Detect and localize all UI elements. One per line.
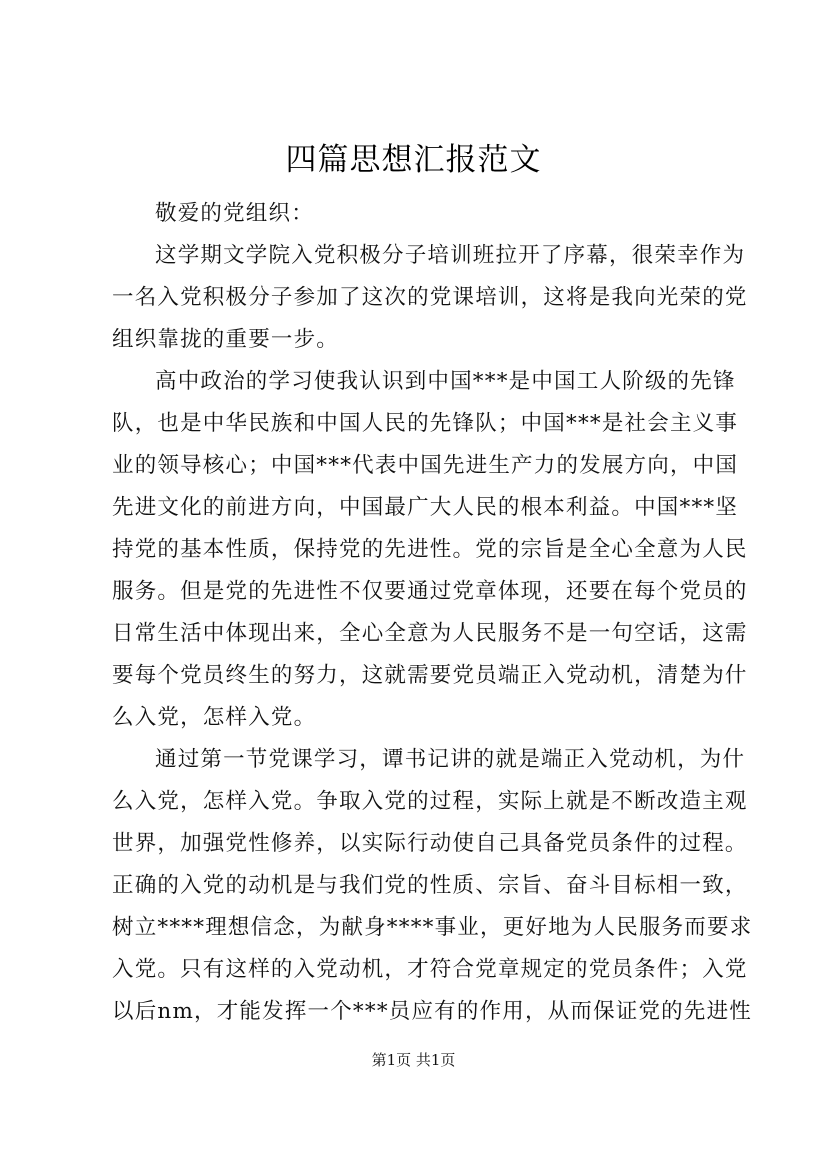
paragraph-line: 一名入党积极分子参加了这次的党课培训，这将是我向光荣的党 — [112, 285, 748, 310]
paragraph-line: 入党。只有这样的入党动机，才符合党章规定的党员条件；入党 — [112, 957, 748, 982]
document-title: 四篇思想汇报范文 — [285, 142, 542, 178]
paragraph-line: 通过第一节党课学习，谭书记讲的就是端正入党动机，为什 — [155, 747, 746, 772]
paragraph-line: 业的领导核心；中国***代表中国先进生产力的发展方向，中国 — [112, 453, 739, 478]
paragraph-line: 日常生活中体现出来，全心全意为人民服务不是一句空话，这需 — [112, 621, 748, 646]
paragraph-line: 么入党，怎样入党。 — [112, 705, 317, 730]
paragraph-line: 队，也是中华民族和中国人民的先锋队；中国***是社会主义事 — [112, 411, 739, 436]
page-footer: 第1页 共1页 — [371, 1051, 456, 1069]
paragraph-line: 持党的基本性质，保持党的先进性。党的宗旨是全心全意为人民 — [112, 537, 748, 562]
paragraph-line: 要每个党员终生的努力，这就需要党员端正入党动机，清楚为什 — [112, 663, 748, 688]
paragraph-line: 组织靠拢的重要一步。 — [112, 327, 340, 352]
paragraph-line: 世界，加强党性修养，以实际行动使自己具备党员条件的过程。 — [112, 831, 748, 856]
paragraph-line: 以后nm，才能发挥一个***员应有的作用，从而保证党的先进性 — [112, 999, 752, 1024]
paragraph-line: 正确的入党的动机是与我们党的性质、宗旨、奋斗目标相一致， — [112, 873, 748, 898]
paragraph-line: 树立****理想信念，为献身****事业，更好地为人民服务而要求 — [112, 915, 753, 940]
paragraph-line: 先进文化的前进方向，中国最广大人民的根本利益。中国***坚 — [112, 495, 739, 520]
greeting-line: 敬爱的党组织： — [155, 201, 314, 226]
paragraph-line: 服务。但是党的先进性不仅要通过党章体现，还要在每个党员的 — [112, 579, 748, 604]
paragraph-line: 这学期文学院入党积极分子培训班拉开了序幕，很荣幸作为 — [155, 243, 746, 268]
paragraph-line: 高中政治的学习使我认识到中国***是中国工人阶级的先锋 — [155, 369, 736, 394]
paragraph-line: 么入党，怎样入党。争取入党的过程，实际上就是不断改造主观 — [112, 789, 748, 814]
